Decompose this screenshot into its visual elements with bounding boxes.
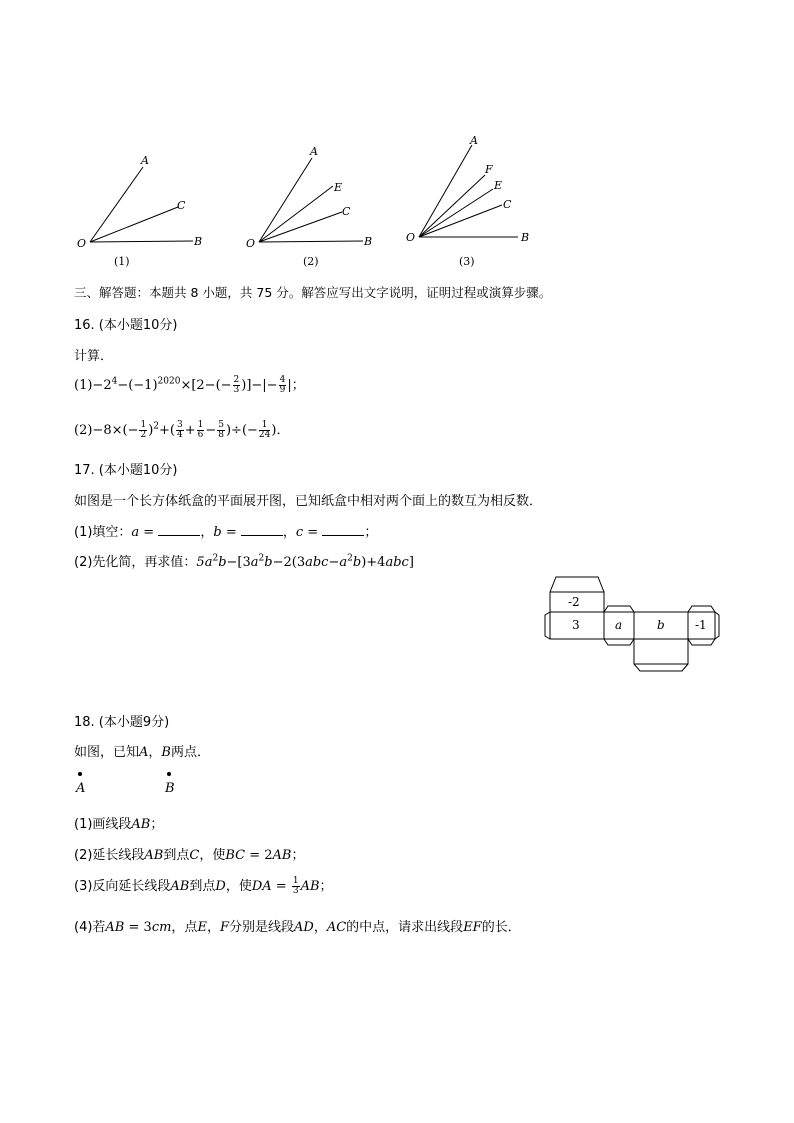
caption-3: (3) — [459, 255, 475, 268]
caption-1: (1) — [114, 255, 130, 268]
label-A: A — [470, 134, 478, 147]
q16-header: 16. (本小题10分) — [74, 318, 178, 333]
q18-p2-mid: 到点 — [163, 848, 190, 863]
net-top: -2 — [568, 595, 580, 609]
net-right: -1 — [695, 618, 707, 632]
label-C: C — [177, 199, 186, 212]
answer-blank-c[interactable] — [322, 523, 364, 536]
point-a-dot — [78, 772, 82, 776]
q17-intro: 如图是一个长方体纸盒的平面展开图，已知纸盒中相对两个面上的数互为相反数． — [74, 494, 543, 509]
label-C: C — [342, 205, 351, 218]
net-b: b — [657, 618, 665, 632]
q18-intro-post: 两点． — [170, 745, 210, 760]
q16-p2-label: (2) — [74, 423, 93, 438]
figure-1 — [77, 154, 202, 268]
q18-intro-pre: 如图，已知 — [74, 745, 140, 760]
net-a: a — [615, 618, 623, 632]
caption-2: (2) — [303, 255, 319, 268]
label-E: E — [494, 179, 503, 192]
q18-p1-pre: (1)画线段 — [74, 817, 132, 832]
section-heading: 三、解答题：本题共 8 小题，共 75 分。解答应写出文字说明，证明过程或演算步骤。 — [74, 285, 552, 300]
q17-a-label: a = — [131, 525, 155, 540]
net-left: 3 — [572, 618, 580, 632]
label-O: O — [77, 237, 87, 250]
q18-intro: 如图，已知A，B两点． — [74, 745, 210, 760]
label-O: O — [246, 237, 256, 250]
q16-part1: $(1)-2^4-(-1)^{2020}\times[2-(-$ $\frac{2}{3}$ )]−|− $\frac{4}{9}$ |； — [74, 375, 305, 395]
point-b-label: B — [165, 781, 175, 796]
label-B: B — [364, 235, 373, 248]
q18-header: 18. (本小题9分) — [74, 715, 170, 730]
q18-part2: (2)延长线段AB到点C，使BC = 2AB； — [74, 848, 305, 863]
angle-figures — [0, 120, 794, 280]
q18-p4-mid3: 的中点，请求出线段 — [346, 920, 464, 935]
q18-p2-mid2: ，使 — [199, 848, 226, 863]
q18-p3-mid2: ，使 — [225, 879, 252, 894]
figure-3 — [406, 134, 529, 268]
label-F: F — [485, 163, 493, 176]
label-O: O — [406, 231, 416, 244]
q18-p4-end: 的长． — [481, 920, 521, 935]
q18-p4-pre: (4)若 — [74, 920, 106, 935]
q17-part1: (1)填空：a = ，b = ，c = ； — [74, 525, 378, 540]
label-C: C — [503, 198, 512, 211]
box-net-diagram — [540, 572, 725, 676]
answer-blank-b[interactable] — [241, 523, 283, 536]
label-A: A — [310, 145, 318, 158]
point-b-dot — [167, 772, 171, 776]
label-B: B — [194, 235, 203, 248]
q16-part2: (2)−8×(− $\frac{1}{2}$ )$^2$+( $\frac{3}{4}$ + $\frac{1}{6}$ − $\frac{5}{8}$ )÷(− $\frac{1}{24}$ )． — [74, 420, 290, 440]
q16-intro: 计算． — [74, 349, 114, 364]
label-B: B — [521, 231, 530, 244]
figure-2 — [246, 145, 372, 268]
label-E: E — [334, 181, 343, 194]
q18-p3-pre: (3)反向延长线段 — [74, 879, 171, 894]
point-a-label: A — [76, 781, 86, 796]
q18-p4-mid2: 分别是线段 — [228, 920, 294, 935]
q17-header: 17. (本小题10分) — [74, 463, 178, 478]
q18-p4-mid: ，点 — [171, 920, 198, 935]
label-A: A — [141, 154, 149, 167]
q17-p2-label: (2)先化简，再求值： — [74, 555, 197, 570]
q16-p1-label: (1) — [74, 378, 93, 393]
q17-c-label: c = — [295, 525, 319, 540]
q18-part3: (3)反向延长线段AB到点D，使DA = $\frac{1}{3}$ AB； — [74, 876, 333, 896]
q17-p1-label: (1)填空： — [74, 525, 132, 540]
q18-part1: (1)画线段AB； — [74, 817, 164, 832]
q18-part4: (4)若AB = 3cm，点E，F分别是线段AD，AC的中点，请求出线段EF的长． — [74, 920, 521, 935]
q18-p3-mid: 到点 — [189, 879, 216, 894]
answer-blank-a[interactable] — [158, 523, 200, 536]
q17-part2: (2)先化简，再求值：$5a^2b-[3a^2b-2(3abc-a^2b)+4abc]$ — [74, 553, 414, 570]
q17-b-label: b = — [213, 525, 237, 540]
q18-p2-pre: (2)延长线段 — [74, 848, 145, 863]
